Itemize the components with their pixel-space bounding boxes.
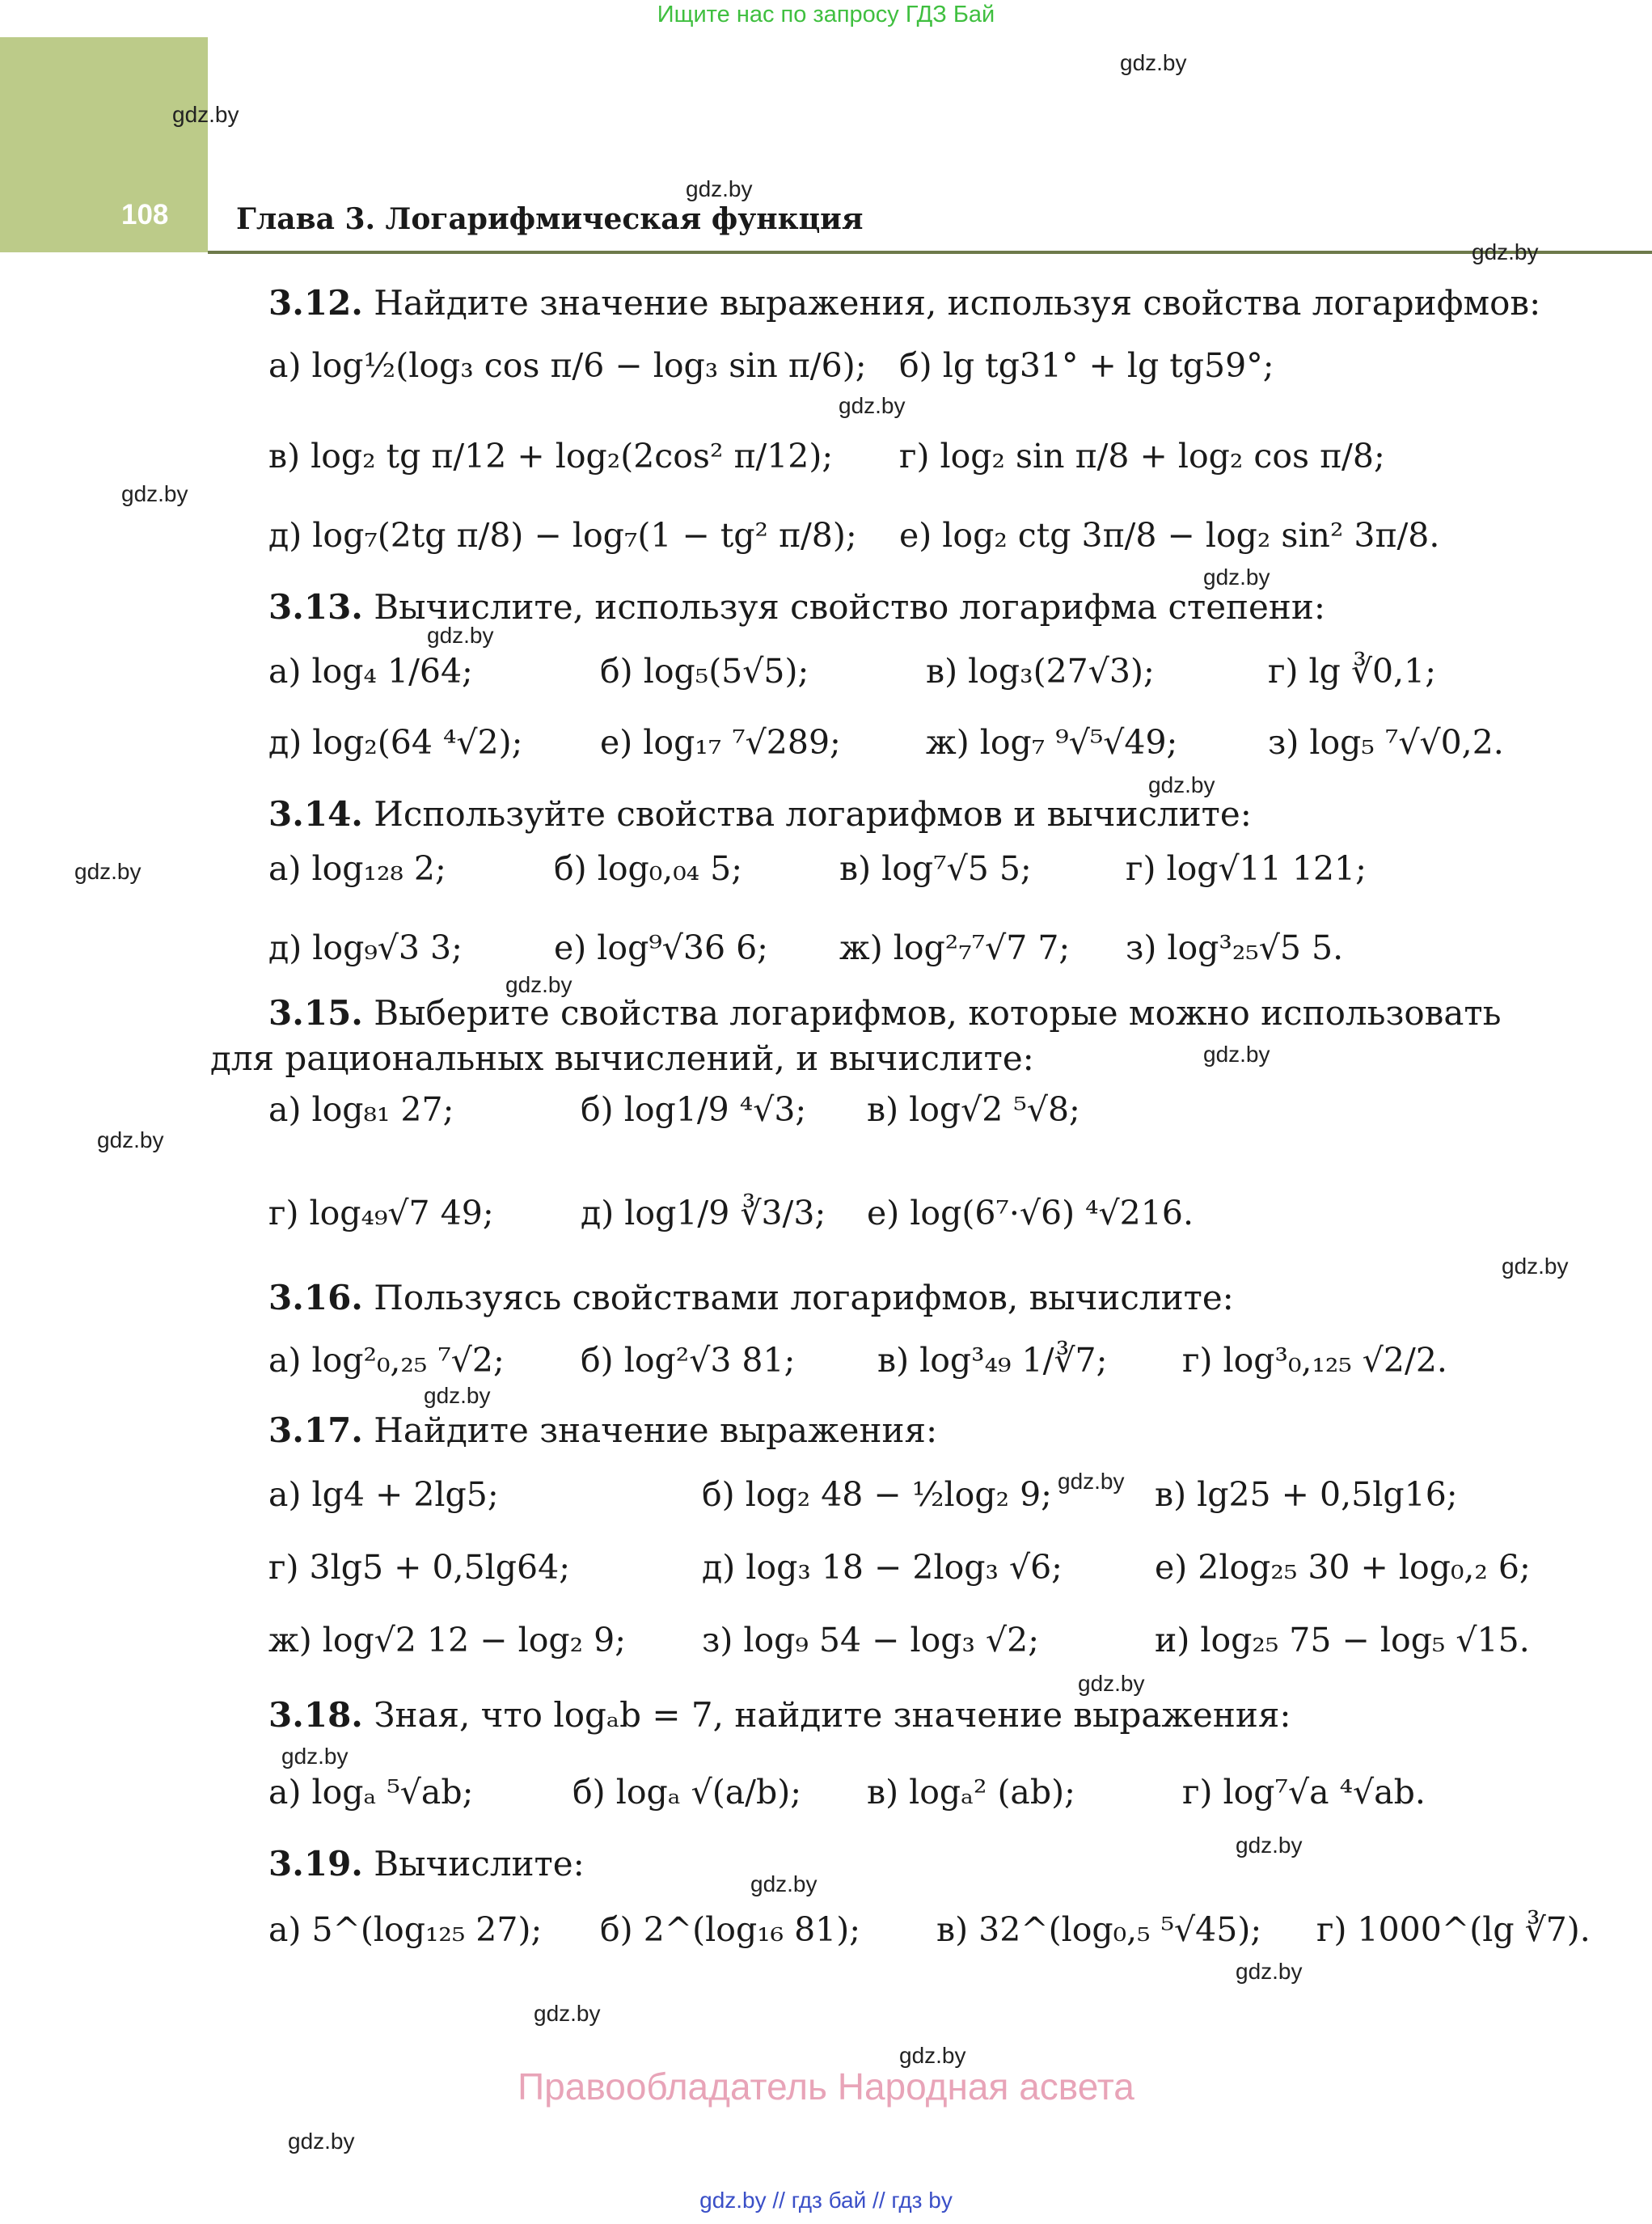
- exercise-3-12-v: в) log₂ tg π/12 + log₂(2cos² π/12);: [268, 437, 834, 476]
- exercise-3-18-g: г) log⁷√a ⁴√ab.: [1182, 1773, 1426, 1812]
- exercise-3-17-header: [268, 1410, 937, 1450]
- exercise-3-13-zh: ж) log₇ ⁹√⁵√49;: [926, 723, 1178, 762]
- watermark: gdz.by: [1236, 1833, 1303, 1858]
- exercise-3-13-e: е) log₁₇ ⁷√289;: [600, 723, 841, 762]
- exercise-3-17-e: е) 2log₂₅ 30 + log₀,₂ 6;: [1155, 1548, 1531, 1587]
- exercise-3-14-v: в) log⁷√5 5;: [839, 849, 1032, 888]
- exercise-3-19-v: в) 32^(log₀,₅ ⁵√45);: [936, 1910, 1262, 1949]
- exercise-3-16-a: а) log²₀,₂₅ ⁷√2;: [268, 1341, 505, 1380]
- exercise-3-12-d: д) log₇(2tg π/8) − log₇(1 − tg² π/8);: [268, 516, 857, 555]
- exercise-number: 3.17.: [268, 1410, 363, 1450]
- exercise-3-12-e: е) log₂ ctg 3π/8 − log₂ sin² 3π/8.: [899, 516, 1440, 555]
- exercise-3-14-g: г) log√11 121;: [1126, 849, 1367, 888]
- exercise-prompt: Вычислите:: [374, 1844, 585, 1884]
- exercise-3-17-b: б) log₂ 48 − ½log₂ 9;: [702, 1475, 1052, 1514]
- exercise-3-14-b: б) log₀,₀₄ 5;: [554, 849, 743, 888]
- exercise-3-14-e: е) log⁹√36 6;: [554, 928, 768, 967]
- exercise-prompt: Вычислите, используя свойство логарифма степени:: [374, 587, 1326, 627]
- watermark: gdz.by: [288, 2129, 355, 2154]
- watermark: gdz.by: [1148, 772, 1215, 797]
- exercise-3-19-header: [268, 1844, 585, 1884]
- exercise-prompt: Зная, что logₐb = 7, найдите значение выражения:: [374, 1695, 1291, 1735]
- exercise-3-17-d: д) log₃ 18 − 2log₃ √6;: [702, 1548, 1063, 1587]
- top-banner: Ищите нас по запросу ГДЗ Бай: [657, 2, 995, 27]
- header-rule: [208, 251, 1652, 254]
- watermark: gdz.by: [121, 481, 188, 506]
- exercise-number: 3.14.: [268, 794, 363, 834]
- exercise-3-18-header: [268, 1695, 1291, 1735]
- exercise-3-14-z: з) log³₂₅√5 5.: [1126, 928, 1344, 967]
- exercise-3-13-d: д) log₂(64 ⁴√2);: [268, 723, 523, 762]
- exercise-3-14-d: д) log₉√3 3;: [268, 928, 463, 967]
- watermark: gdz.by: [74, 859, 142, 884]
- exercise-3-16-header: [268, 1278, 1234, 1317]
- exercise-3-15-v: в) log√2 ⁵√8;: [867, 1090, 1080, 1129]
- exercise-3-13-a: а) log₄ 1/64;: [268, 652, 473, 691]
- watermark: gdz.by: [899, 2043, 966, 2068]
- exercise-prompt: Пользуясь свойствами логарифмов, вычислите:: [374, 1278, 1234, 1317]
- exercise-number: 3.15.: [268, 993, 363, 1033]
- footer-links[interactable]: gdz.by // гдз бай // гдз by: [699, 2188, 953, 2213]
- exercise-3-15-b: б) log1/9 ⁴√3;: [581, 1090, 807, 1129]
- exercise-3-17-g: г) 3lg5 + 0,5lg64;: [268, 1548, 571, 1587]
- exercise-3-13-b: б) log₅(5√5);: [600, 652, 809, 691]
- exercise-3-19-b: б) 2^(log₁₆ 81);: [600, 1910, 861, 1949]
- watermark: gdz.by: [172, 102, 239, 127]
- exercise-3-13-z: з) log₅ ⁷√√0,2.: [1268, 723, 1504, 762]
- exercise-3-16-v: в) log³₄₉ 1/∛7;: [877, 1341, 1108, 1380]
- exercise-3-16-g: г) log³₀,₁₂₅ √2/2.: [1182, 1341, 1447, 1380]
- exercise-number: 3.16.: [268, 1278, 363, 1317]
- page-number-block: [0, 37, 208, 252]
- exercise-number: 3.12.: [268, 283, 363, 323]
- watermark: gdz.by: [839, 393, 906, 418]
- watermark: gdz.by: [1236, 1959, 1303, 1984]
- exercise-3-19-a: а) 5^(log₁₂₅ 27);: [268, 1910, 543, 1949]
- chapter-title: Глава 3. Логарифмическая функция: [236, 202, 864, 236]
- watermark: gdz.by: [750, 1871, 818, 1896]
- exercise-3-17-a: а) lg4 + 2lg5;: [268, 1475, 499, 1514]
- exercise-3-14-zh: ж) log²₇⁷√7 7;: [839, 928, 1071, 967]
- watermark: gdz.by: [424, 1383, 491, 1408]
- watermark: gdz.by: [1203, 1042, 1270, 1067]
- watermark: gdz.by: [1120, 50, 1187, 75]
- exercise-3-12-a: а) log½(log₃ cos π/6 − log₃ sin π/6);: [268, 346, 867, 385]
- exercise-3-12-b: б) lg tg31° + lg tg59°;: [899, 346, 1274, 385]
- exercise-3-17-i: и) log₂₅ 75 − log₅ √15.: [1155, 1621, 1530, 1660]
- page-number: 108: [121, 199, 169, 230]
- exercise-3-15-prompt-line2: для рациональных вычислений, и вычислите:: [210, 1038, 1034, 1078]
- exercise-3-17-zh: ж) log√2 12 − log₂ 9;: [268, 1621, 627, 1660]
- exercise-3-15-header: [268, 993, 1501, 1033]
- exercise-number: 3.18.: [268, 1695, 363, 1735]
- exercise-prompt: Выберите свойства логарифмов, которые можно использовать: [374, 993, 1502, 1033]
- exercise-number: 3.19.: [268, 1844, 363, 1884]
- watermark: gdz.by: [534, 2001, 601, 2026]
- watermark: gdz.by: [427, 623, 494, 648]
- exercise-3-15-a: а) log₈₁ 27;: [268, 1090, 454, 1129]
- exercise-3-12-g: г) log₂ sin π/8 + log₂ cos π/8;: [899, 437, 1385, 476]
- watermark: gdz.by: [1502, 1254, 1569, 1279]
- watermark: gdz.by: [1058, 1469, 1125, 1494]
- exercise-3-15-d: д) log1/9 ∛3/3;: [581, 1194, 826, 1233]
- exercise-3-12-header: [268, 283, 1540, 323]
- watermark: gdz.by: [505, 972, 572, 997]
- exercise-number: 3.13.: [268, 587, 363, 627]
- exercise-3-17-z: з) log₉ 54 − log₃ √2;: [702, 1621, 1040, 1660]
- watermark: gdz.by: [686, 176, 753, 201]
- watermark: gdz.by: [97, 1127, 164, 1152]
- exercise-3-15-e: е) log(6⁷·√6) ⁴√216.: [867, 1194, 1194, 1233]
- exercise-3-13-g: г) lg ∛0,1;: [1268, 652, 1437, 691]
- exercise-3-16-b: б) log²√3 81;: [581, 1341, 796, 1380]
- exercise-prompt: Найдите значение выражения, используя свойства логарифмов:: [374, 283, 1541, 323]
- watermark: gdz.by: [1078, 1671, 1145, 1696]
- exercise-3-19-g: г) 1000^(lg ∛7).: [1316, 1910, 1591, 1949]
- exercise-3-13-header: [268, 587, 1325, 627]
- watermark: gdz.by: [281, 1744, 349, 1769]
- copyright-notice: Правообладатель Народная асвета: [518, 2065, 1134, 2108]
- exercise-3-17-v: в) lg25 + 0,5lg16;: [1155, 1475, 1458, 1514]
- exercise-prompt: Используйте свойства логарифмов и вычислите:: [374, 794, 1252, 834]
- exercise-3-15-g: г) log₄₉√7 49;: [268, 1194, 494, 1233]
- exercise-3-18-v: в) logₐ² (ab);: [867, 1773, 1075, 1812]
- watermark: gdz.by: [1203, 564, 1270, 590]
- exercise-3-14-a: а) log₁₂₈ 2;: [268, 849, 446, 888]
- exercise-prompt: Найдите значение выражения:: [374, 1410, 938, 1450]
- exercise-3-14-header: [268, 794, 1252, 834]
- exercise-3-18-b: б) logₐ √(a/b);: [572, 1773, 802, 1812]
- exercise-3-13-v: в) log₃(27√3);: [926, 652, 1155, 691]
- watermark: gdz.by: [1472, 239, 1539, 264]
- exercise-3-18-a: а) logₐ ⁵√ab;: [268, 1773, 474, 1812]
